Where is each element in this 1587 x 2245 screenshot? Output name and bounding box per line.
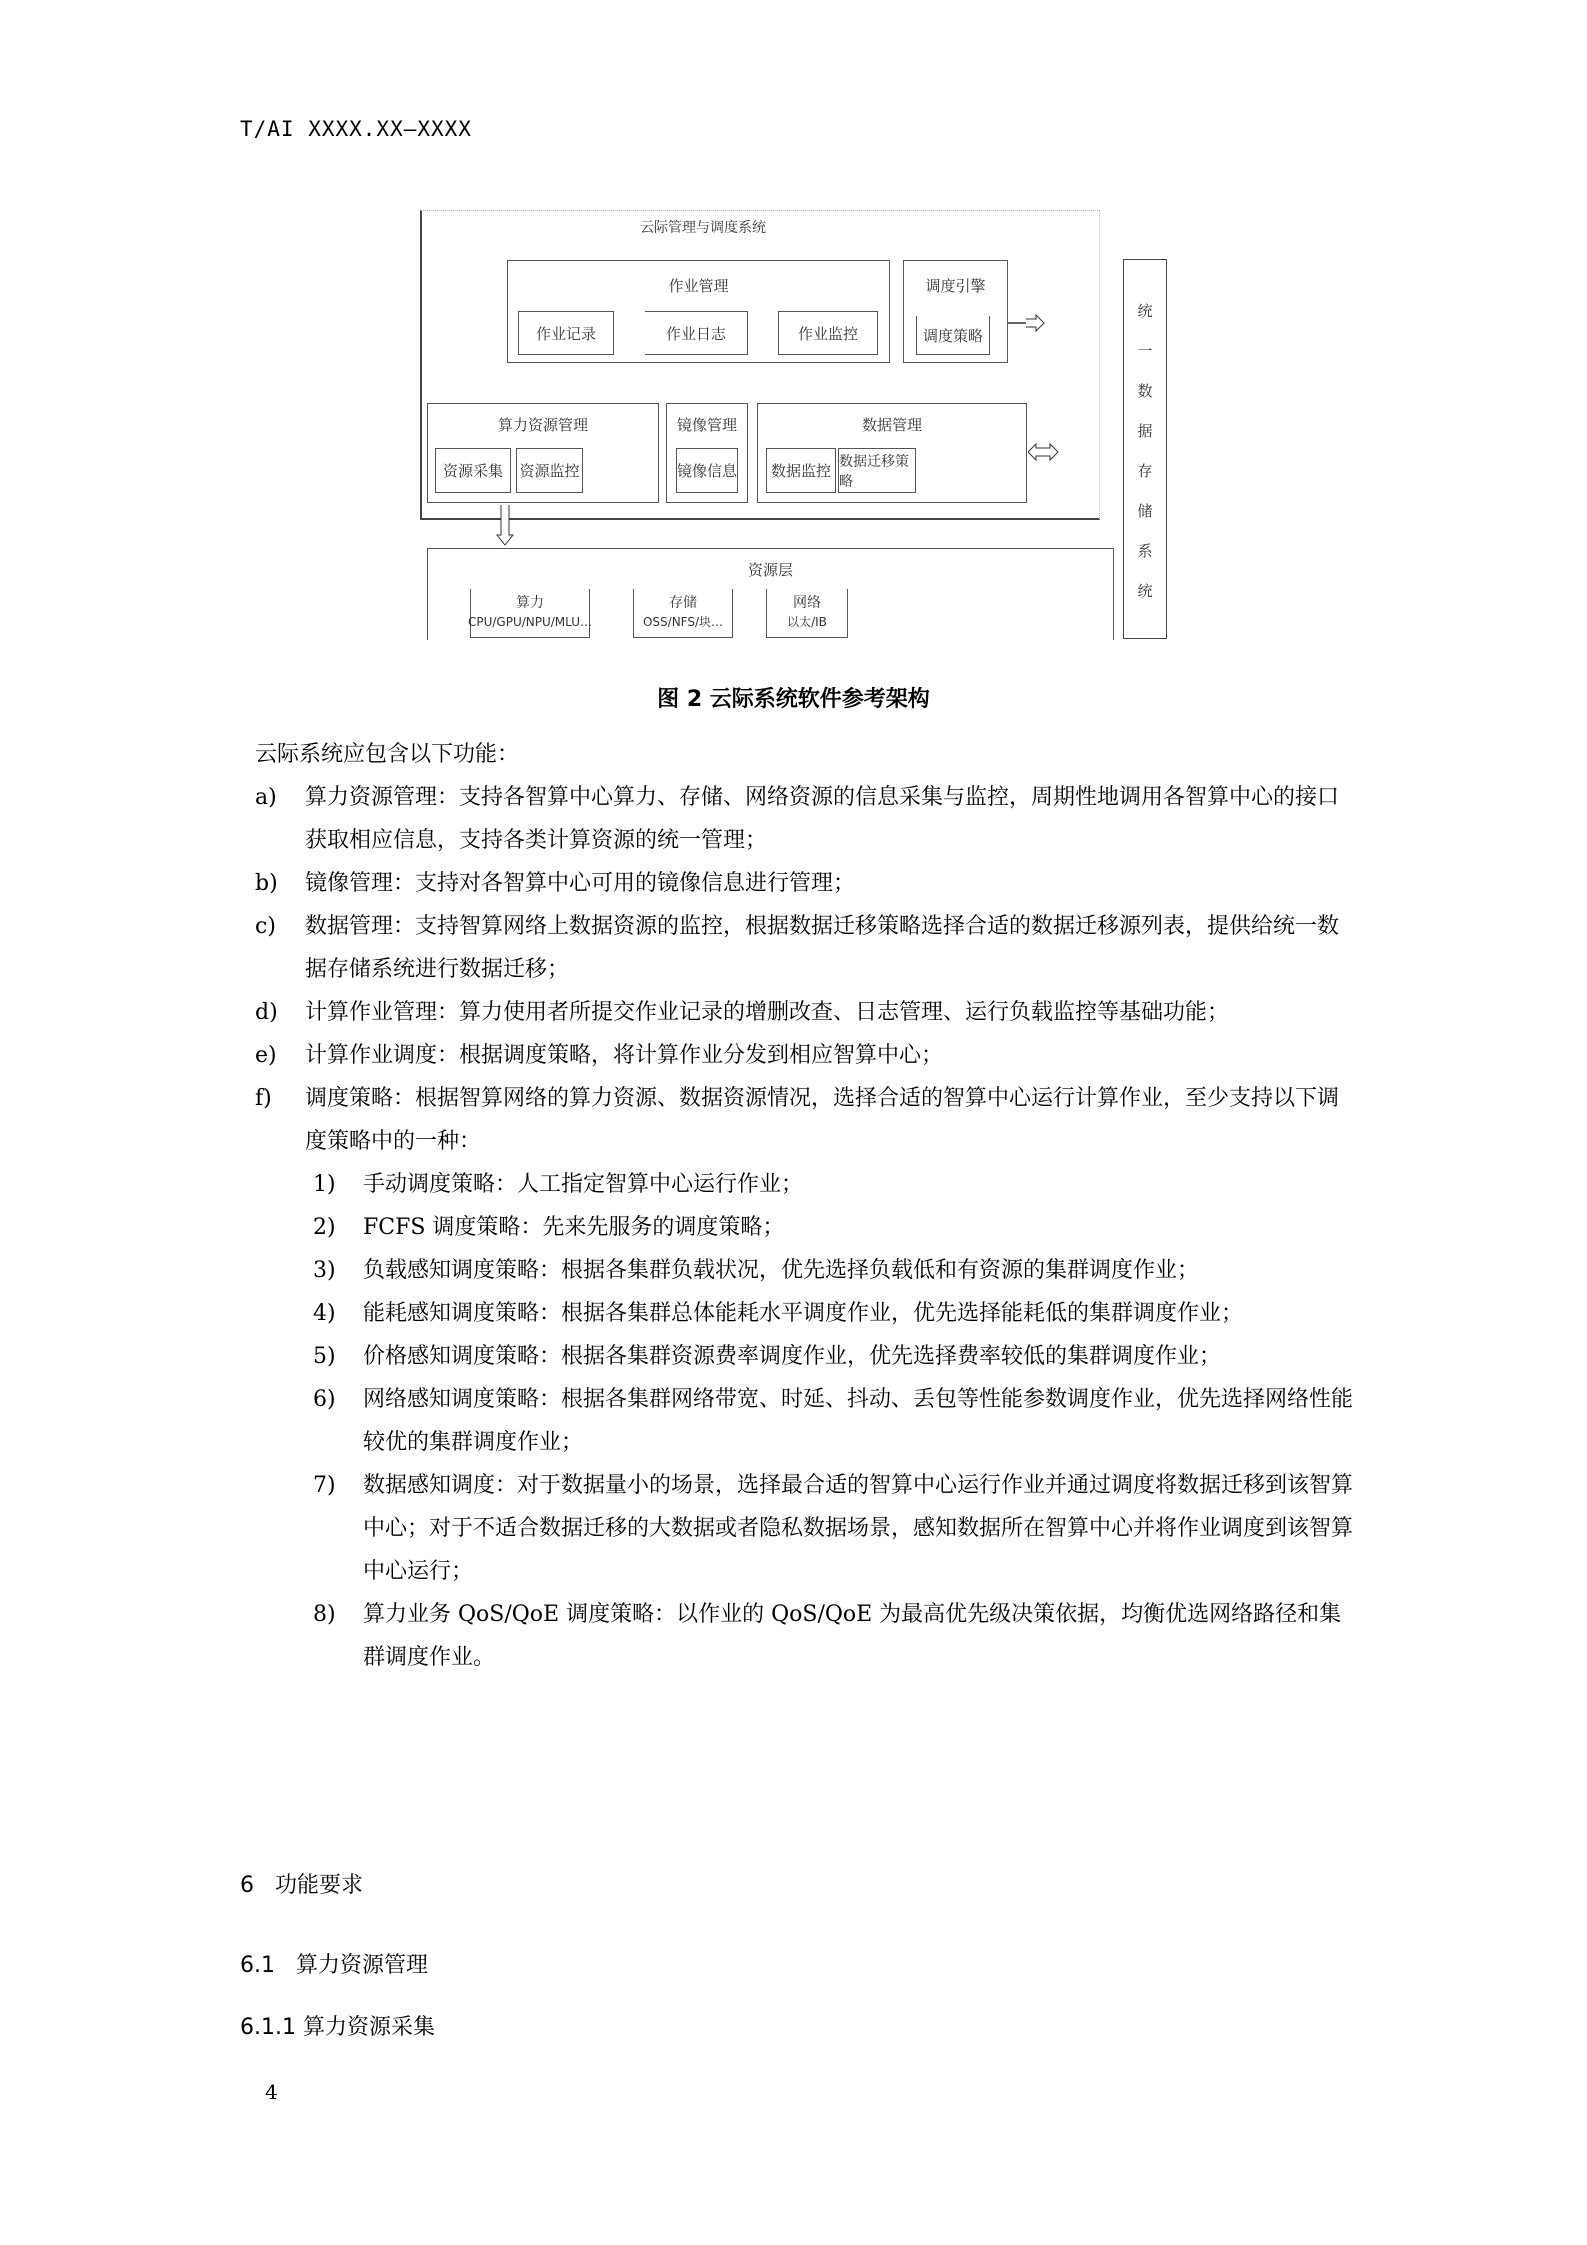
list-marker: c): [255, 914, 276, 939]
scheduling-engine-box: [903, 260, 1008, 363]
sub-list-item: [255, 1335, 1355, 1378]
data-monitor-label: 数据监控: [770, 462, 831, 480]
storage-char: 数: [1137, 382, 1153, 400]
list-text: 数据感知调度：对于数据量小的场景，选择最合适的智算中心运行作业并通过调度将数据迁移到该智算中心；对于不适合数据迁移的大数据或者隐私数据场景，感知数据所在智算中心并将作业调度到该智算中心运行；: [363, 1473, 1354, 1584]
list-marker: 6): [313, 1387, 336, 1412]
sub-list-item: [255, 1292, 1355, 1335]
scheduling-policy-label: 调度策略: [922, 326, 983, 345]
list-item: [255, 776, 1355, 862]
resource-storage-box: [633, 589, 733, 638]
list-marker: 8): [313, 1602, 336, 1627]
sub-list-item: [255, 1206, 1355, 1249]
image-info-box: [676, 448, 738, 493]
storage-char: 据: [1137, 422, 1153, 440]
scheduling-policy-box: [916, 316, 990, 355]
job-record-label: 作业记录: [535, 324, 596, 343]
storage-char: 统: [1137, 302, 1153, 320]
system-title: 云际管理与调度系统: [640, 220, 766, 236]
section-heading-6-1-1: 6.1.1 算力资源采集: [240, 2015, 435, 2040]
list-item: [255, 862, 1355, 905]
list-text: 算力业务 QoS/QoE 调度策略：以作业的 QoS/QoE 为最高优先级决策依据，均衡优选网络路径和集群调度作业。: [363, 1602, 1342, 1670]
resource-collect-label: 资源采集: [442, 462, 503, 480]
section-heading-6-1: 6.1 算力资源管理: [240, 1953, 428, 1978]
storage-char: 一: [1137, 342, 1153, 360]
sub-list-item: [255, 1378, 1355, 1464]
resource-layer-title: 资源层: [747, 561, 793, 579]
list-text: FCFS 调度策略：先来先服务的调度策略；: [363, 1215, 785, 1240]
architecture-diagram: [380, 205, 1160, 640]
bidirectional-arrow-icon: [1028, 442, 1128, 462]
unified-data-storage-box: [1123, 259, 1167, 639]
resource-storage-detail: OSS/NFS/块…: [642, 615, 724, 629]
list-marker: e): [255, 1043, 277, 1068]
resource-network-box: [766, 589, 848, 638]
list-marker: 3): [313, 1258, 336, 1283]
data-migration-policy-box: [838, 448, 916, 493]
storage-char: 储: [1137, 502, 1153, 520]
resource-layer-box: [427, 548, 1114, 640]
job-management-title: 作业管理: [668, 277, 729, 295]
list-text: 调度策略：根据智算网络的算力资源、数据资源情况，选择合适的智算中心运行计算作业，至少支持以下调度策略中的一种：: [305, 1086, 1340, 1154]
sub-list-item: [255, 1593, 1355, 1679]
list-marker: 5): [313, 1344, 336, 1369]
resource-compute-detail: CPU/GPU/NPU/MLU…: [467, 615, 593, 629]
image-info-label: 镜像信息: [677, 462, 738, 480]
storage-char: 系: [1137, 542, 1153, 560]
job-management-box: [507, 260, 890, 363]
resource-network-detail: 以太/IB: [787, 615, 827, 629]
list-text: 能耗感知调度策略：根据各集群总体能耗水平调度作业，优先选择能耗低的集群调度作业；: [363, 1301, 1244, 1326]
scheduling-engine-title: 调度引擎: [925, 277, 986, 295]
list-text: 镜像管理：支持对各智算中心可用的镜像信息进行管理；: [305, 871, 856, 896]
list-text: 计算作业调度：根据调度策略，将计算作业分发到相应智算中心；: [305, 1043, 944, 1068]
body-text: [255, 733, 1355, 1679]
list-marker: d): [255, 1000, 278, 1025]
section-heading-6: 6 功能要求: [240, 1873, 363, 1898]
job-log-label: 作业日志: [665, 324, 726, 343]
list-marker: 1): [313, 1172, 336, 1197]
arrow-right-icon: [1008, 313, 1123, 333]
image-management-title: 镜像管理: [676, 416, 737, 434]
list-marker: f): [255, 1086, 272, 1111]
job-monitor-box: [778, 311, 878, 355]
resource-monitor-box: [516, 448, 583, 493]
resource-collect-box: [435, 448, 511, 493]
job-monitor-label: 作业监控: [797, 324, 858, 343]
image-management-box: [666, 403, 748, 503]
compute-resource-management-box: [427, 403, 659, 503]
data-migration-policy-label: 数据迁移策略: [839, 453, 909, 490]
list-text: 负载感知调度策略：根据各集群负载状况，优先选择负载低和有资源的集群调度作业；: [363, 1258, 1200, 1283]
list-marker: 2): [313, 1215, 336, 1240]
figure-caption: 图 2 云际系统软件参考架构: [657, 687, 930, 712]
sub-list-item: [255, 1249, 1355, 1292]
list-text: 手动调度策略：人工指定智算中心运行作业；: [363, 1172, 804, 1197]
resource-monitor-label: 资源监控: [519, 462, 580, 480]
list-item: [255, 1077, 1355, 1163]
list-item: [255, 1034, 1355, 1077]
storage-char: 存: [1137, 462, 1153, 480]
resource-storage-name: 存储: [669, 595, 697, 611]
job-log-box: [645, 311, 748, 355]
storage-char: 统: [1137, 582, 1153, 600]
list-item: [255, 905, 1355, 991]
data-management-title: 数据管理: [861, 416, 922, 434]
list-text: 网络感知调度策略：根据各集群网络带宽、时延、抖动、丢包等性能参数调度作业，优先选择网络性能较优的集群调度作业；: [363, 1387, 1354, 1455]
arrow-down-icon: [495, 505, 515, 547]
list-marker: a): [255, 785, 277, 810]
list-item: [255, 991, 1355, 1034]
intro-paragraph: 云际系统应包含以下功能：: [255, 742, 520, 767]
resource-compute-name: 算力: [516, 595, 544, 611]
sub-list-item: [255, 1464, 1355, 1593]
page-number: 4: [265, 2080, 278, 2104]
list-marker: 7): [313, 1473, 336, 1498]
sub-list-item: [255, 1163, 1355, 1206]
document-id-header: T/AI XXXX.XX—XXXX: [240, 117, 472, 141]
resource-network-name: 网络: [793, 595, 821, 611]
list-marker: 4): [313, 1301, 336, 1326]
job-record-box: [518, 311, 614, 355]
data-monitor-box: [766, 448, 836, 493]
data-management-box: [757, 403, 1027, 503]
list-text: 数据管理：支持智算网络上数据资源的监控，根据数据迁移策略选择合适的数据迁移源列表，提供给统一数据存储系统进行数据迁移；: [305, 914, 1340, 982]
compute-resource-management-title: 算力资源管理: [497, 416, 588, 434]
list-marker: b): [255, 871, 278, 896]
resource-compute-box: [467, 589, 593, 638]
list-text: 计算作业管理：算力使用者所提交作业记录的增删改查、日志管理、运行负载监控等基础功能；: [305, 1000, 1230, 1025]
list-text: 价格感知调度策略：根据各集群资源费率调度作业，优先选择费率较低的集群调度作业；: [363, 1344, 1222, 1369]
list-text: 算力资源管理：支持各智算中心算力、存储、网络资源的信息采集与监控，周期性地调用各智算中心的接口获取相应信息，支持各类计算资源的统一管理；: [305, 785, 1340, 853]
